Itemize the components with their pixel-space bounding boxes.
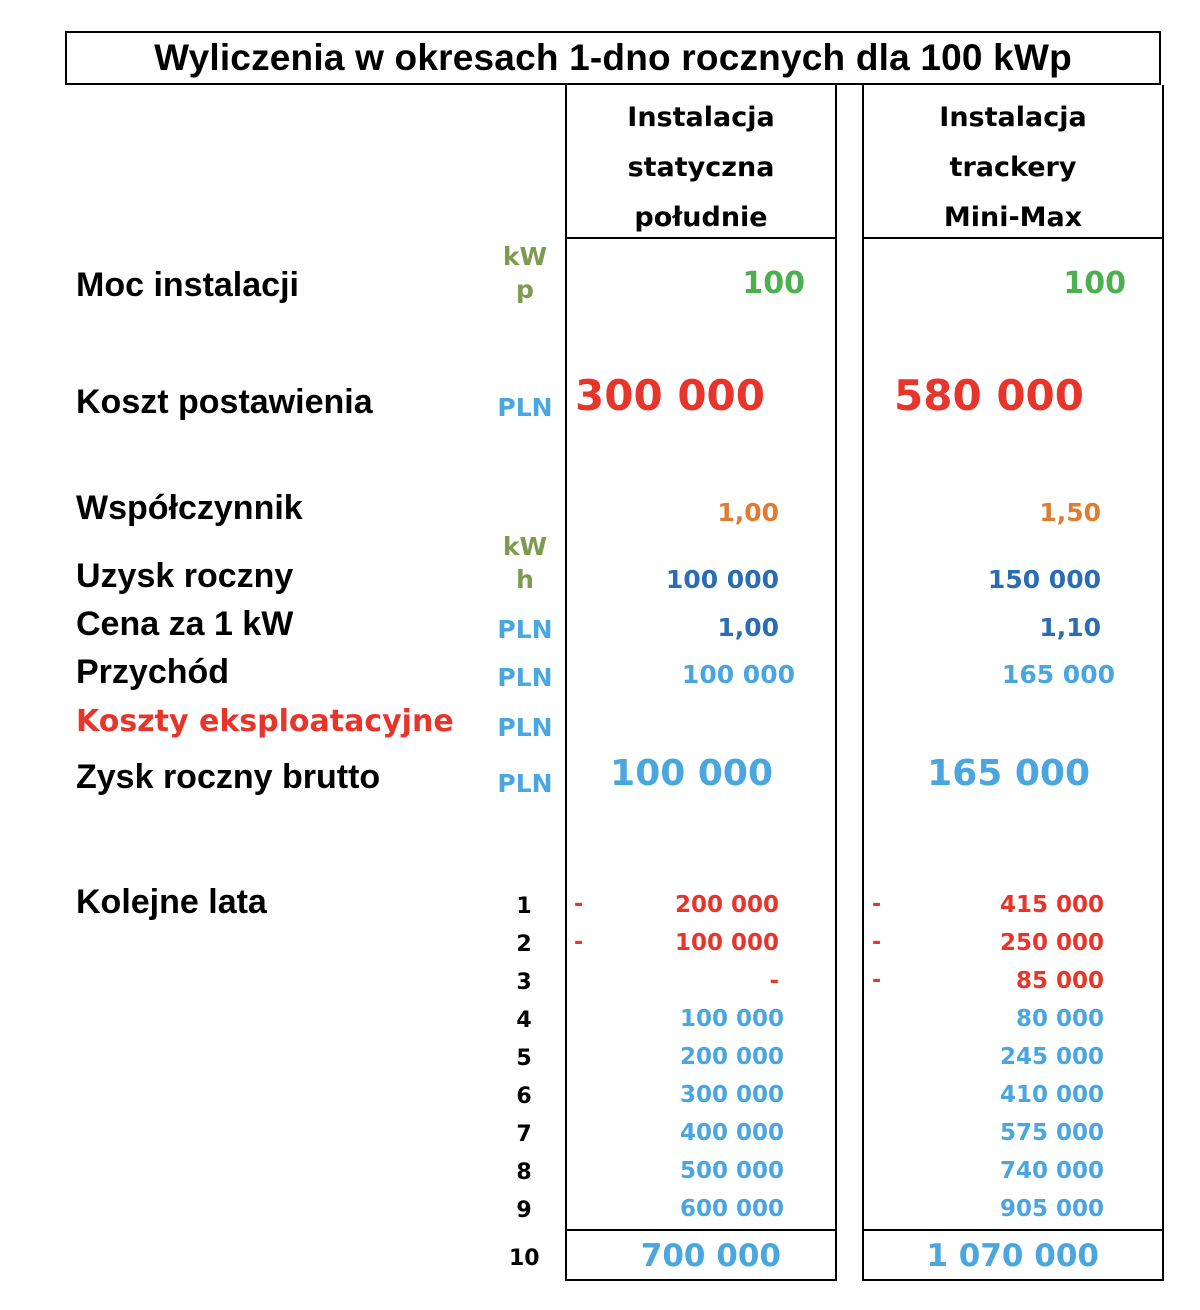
row-label-yield: Uzysk roczny [76,557,294,595]
value-power-trackers: 100 [1063,266,1126,301]
year-trackers-value: 245 000 [999,1044,1104,1070]
year-static-value: 100 000 [679,1006,784,1032]
row-label-operating-costs: Koszty eksploatacyjne [76,704,454,739]
year-static-sign: - [574,892,584,917]
row-label-power: Moc instalacji [76,266,299,304]
column-trackers-bottom-rule [862,1279,1164,1281]
year-number: 6 [516,1084,532,1109]
value-power-static: 100 [742,266,805,301]
value-price-trackers: 1,10 [1039,613,1101,642]
year-static-value: 400 000 [679,1120,784,1146]
unit-power-line: p [516,275,534,304]
year-static-value: 600 000 [679,1196,784,1222]
year-trackers-value: 905 000 [999,1196,1104,1222]
row-label-years: Kolejne lata [76,883,267,921]
year-trackers-value: 80 000 [1015,1006,1104,1032]
title-box [65,31,1161,85]
column-header-trackers-line: Mini-Max [943,202,1083,233]
unit-operating-costs: PLN [497,713,553,742]
row-label-cost: Koszt postawienia [76,383,373,421]
row-label-coefficient: Współczynnik [76,489,303,527]
row-label-income: Przychód [76,653,230,691]
row-label-gross-profit: Zysk roczny brutto [76,758,381,796]
year-trackers-sign: - [872,892,882,917]
year-static-value: 300 000 [679,1082,784,1108]
year-number: 8 [516,1160,532,1185]
column-header-static [565,93,837,243]
page-title: Wyliczenia w okresach 1-dno rocznych dla 100 kWp [154,37,1072,78]
unit-yield [495,530,555,596]
year-trackers-value: 410 000 [999,1082,1104,1108]
year-trackers-value: 1 070 000 [926,1238,1099,1274]
value-yield-trackers: 150 000 [987,565,1101,594]
value-cost-static: 300 000 [575,371,765,420]
column-header-trackers-line: trackery [949,152,1077,183]
year-trackers-sign: - [872,930,882,955]
year-number: 7 [516,1122,532,1147]
value-income-trackers: 165 000 [1001,660,1115,689]
unit-income: PLN [497,663,553,692]
unit-power [495,240,555,306]
year-number: 9 [516,1198,532,1223]
row-label-price: Cena za 1 kW [76,605,294,643]
value-cost-trackers: 580 000 [894,371,1084,420]
unit-yield-line: h [516,565,534,594]
value-yield-static: 100 000 [665,565,779,594]
year-number: 5 [516,1046,532,1071]
year-static-value: - [769,968,779,994]
year-number: 4 [516,1008,532,1033]
value-gross-profit-trackers: 165 000 [927,753,1090,794]
year-trackers-value: 85 000 [1015,968,1104,994]
value-price-static: 1,00 [717,613,779,642]
column-trackers-total-rule [862,1229,1164,1231]
column-header-trackers [862,93,1164,243]
unit-yield-line: kW [502,532,548,561]
year-trackers-value: 250 000 [999,930,1104,956]
year-number: 2 [516,932,532,957]
column-static-bottom-rule [565,1279,837,1281]
year-static-value: 200 000 [679,1044,784,1070]
year-trackers-value: 415 000 [999,892,1104,918]
value-coefficient-static: 1,00 [717,498,779,527]
unit-power-line: kW [502,242,548,271]
year-number: 10 [509,1246,540,1271]
year-trackers-value: 575 000 [999,1120,1104,1146]
column-header-static-line: południe [634,202,768,233]
column-header-static-line: Instalacja [627,102,775,133]
value-gross-profit-static: 100 000 [610,753,773,794]
column-static-total-rule [565,1229,837,1231]
year-static-sign: - [574,930,584,955]
unit-gross-profit: PLN [497,769,553,798]
year-trackers-value: 740 000 [999,1158,1104,1184]
year-trackers-sign: - [872,968,882,993]
year-static-value: 500 000 [679,1158,784,1184]
year-static-value: 200 000 [674,892,779,918]
value-income-static: 100 000 [681,660,795,689]
unit-price: PLN [497,615,553,644]
value-coefficient-trackers: 1,50 [1039,498,1101,527]
column-header-trackers-line: Instalacja [939,102,1087,133]
column-header-static-line: statyczna [627,152,775,183]
year-number: 3 [516,970,532,995]
year-number: 1 [516,894,532,919]
unit-cost: PLN [497,393,553,422]
year-static-value: 700 000 [640,1238,781,1274]
year-static-value: 100 000 [674,930,779,956]
